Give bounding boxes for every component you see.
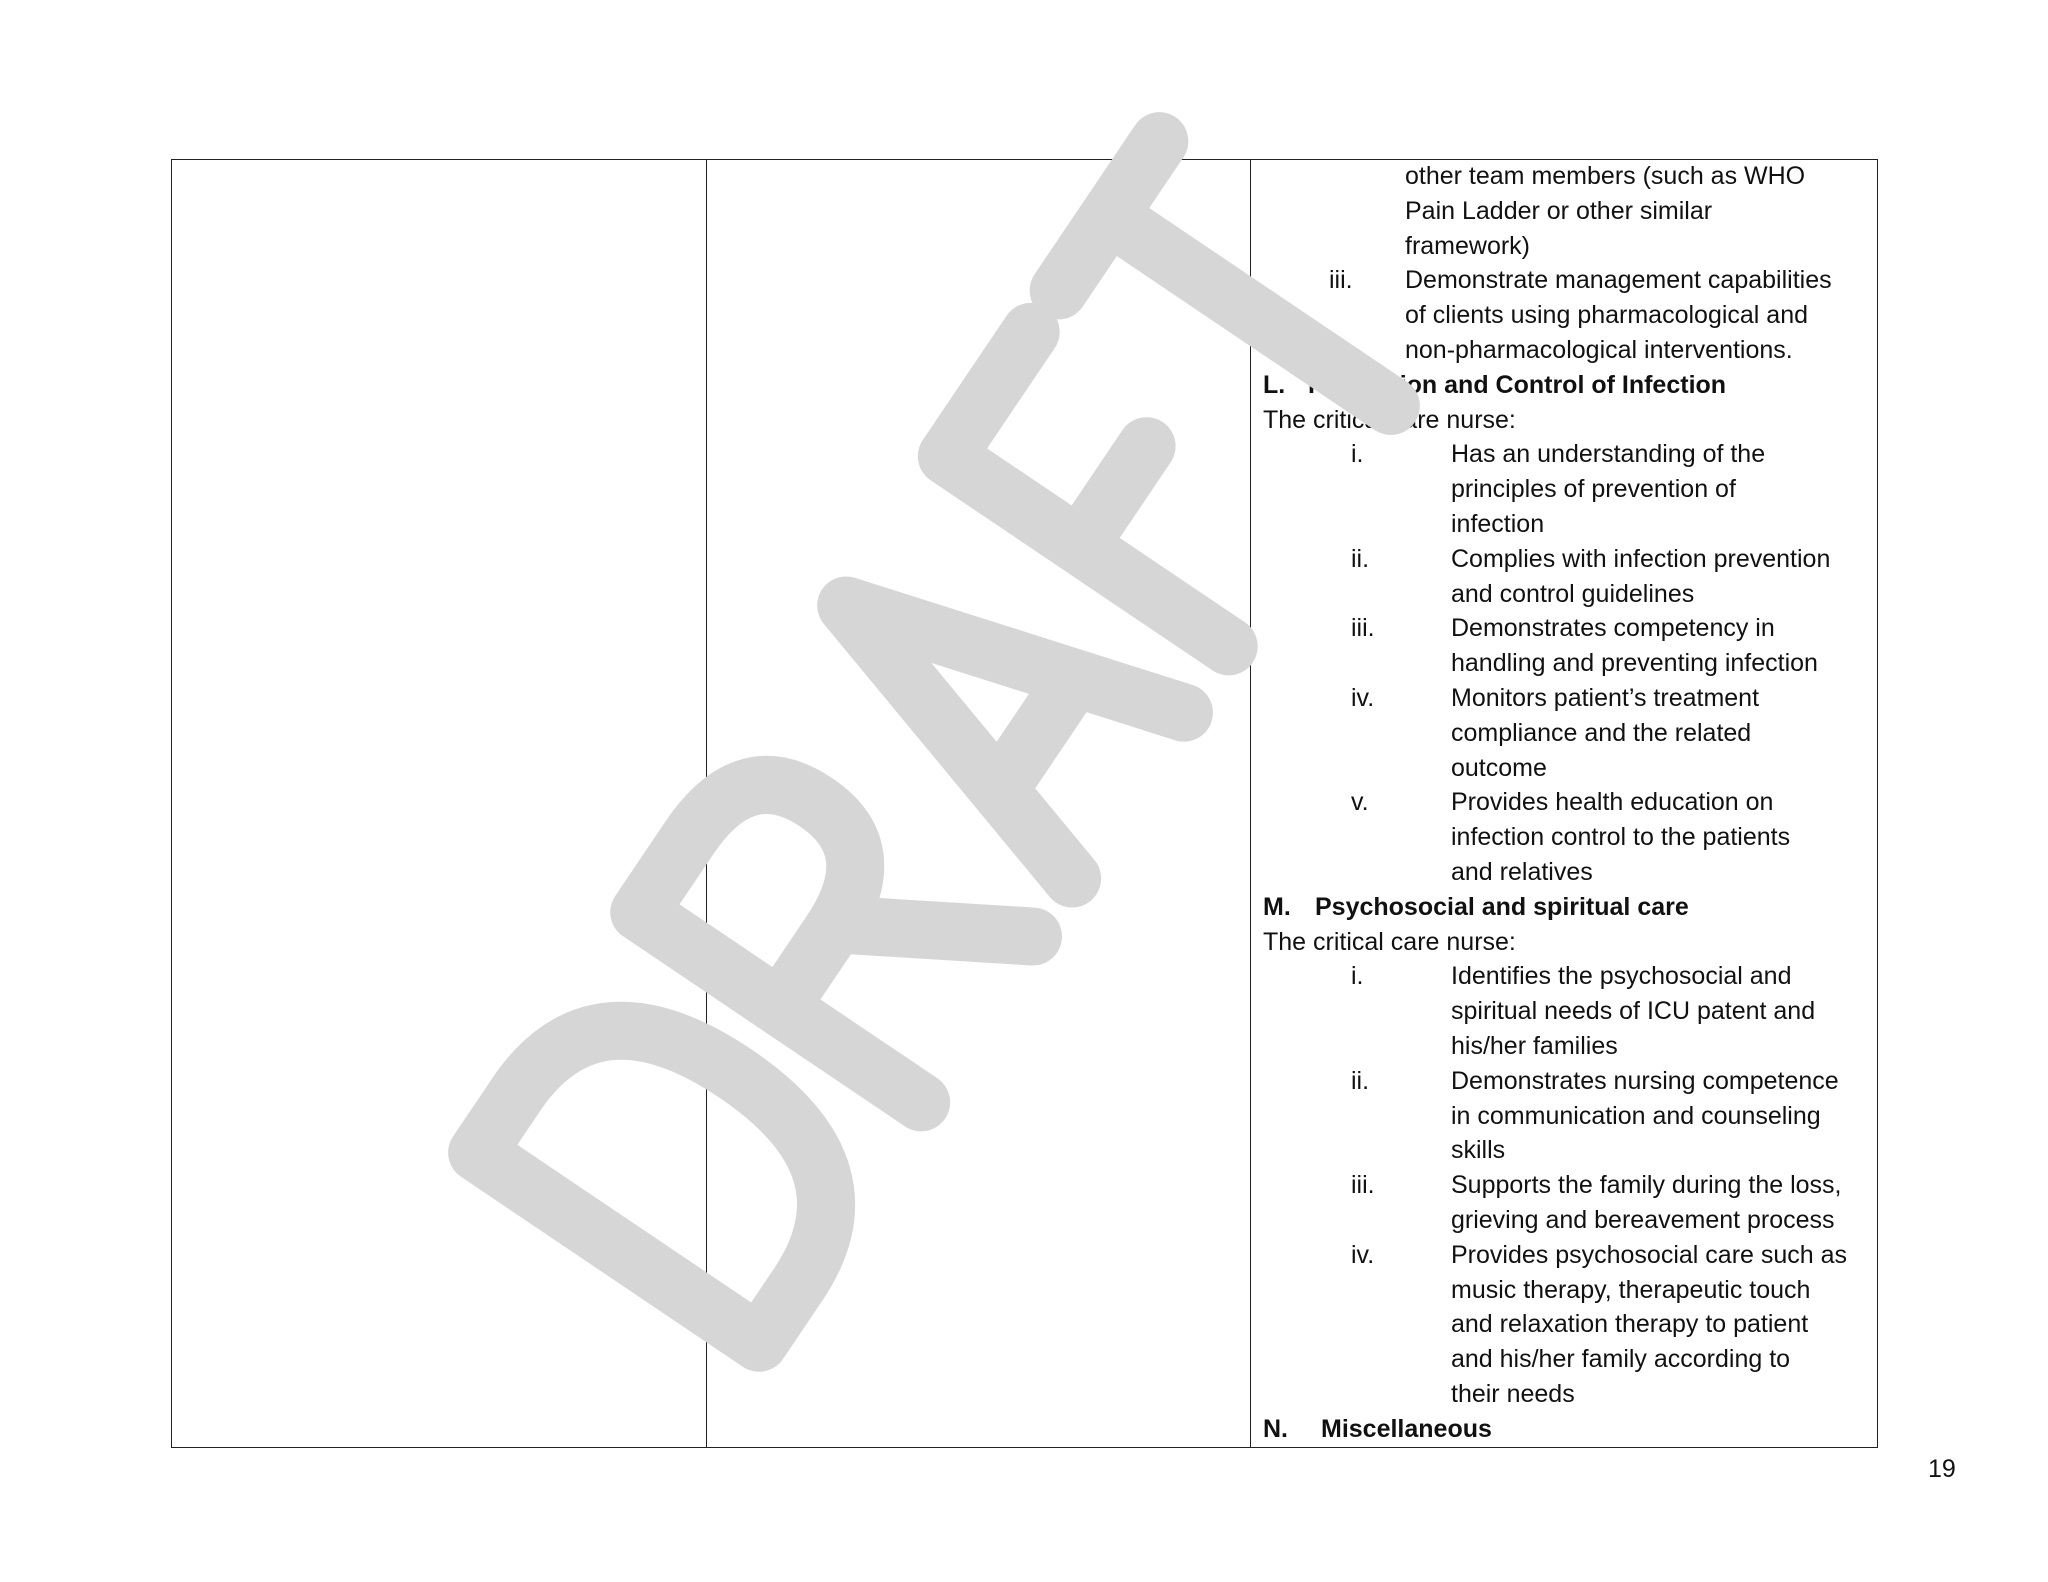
list-item (1263, 263, 1875, 367)
section-intro: The critical care nurse: (1263, 405, 1516, 434)
item-number: i. (1351, 440, 1364, 469)
item-text-line: framework) (1405, 231, 1531, 260)
item-text-line: and his/her family according to (1451, 1345, 1791, 1374)
list-item (1263, 681, 1875, 785)
item-number: i. (1351, 962, 1364, 991)
section-M (1263, 890, 1875, 1412)
section-letter: M. (1263, 892, 1291, 921)
table-column-3 (1263, 159, 1875, 1446)
section-heading: Psychosocial and spiritual care (1315, 892, 1689, 921)
item-text-line: compliance and the related (1451, 718, 1752, 747)
item-text-line: Has an understanding of the (1451, 440, 1766, 469)
section-intro: The critical care nurse: (1263, 927, 1516, 956)
list-item (1263, 611, 1875, 681)
item-text-line: other team members (such as WHO (1405, 162, 1806, 190)
item-number: ii. (1351, 1066, 1370, 1095)
column-divider-2 (1250, 160, 1251, 1447)
section-heading: Miscellaneous (1321, 1414, 1492, 1443)
item-text-line: Pain Ladder or other similar (1405, 196, 1713, 225)
item-text-line: outcome (1451, 753, 1547, 782)
item-text-line: Complies with infection prevention (1451, 544, 1831, 573)
item-text-line: of clients using pharmacological and (1405, 301, 1809, 330)
continued-item (1263, 159, 1875, 263)
section-heading: Prevention and Control of Infection (1308, 370, 1727, 399)
item-text-line: music therapy, therapeutic touch (1451, 1275, 1811, 1304)
item-text-line: and control guidelines (1451, 579, 1695, 608)
list-item (1263, 1064, 1875, 1168)
item-number: iv. (1351, 1240, 1375, 1269)
list-item (1263, 542, 1875, 612)
item-text-line: Demonstrates nursing competence (1451, 1066, 1839, 1095)
list-item (1263, 1238, 1875, 1412)
item-number: v. (1351, 788, 1369, 817)
section-letter: N. (1263, 1414, 1288, 1443)
item-text-line: skills (1451, 1136, 1506, 1165)
item-text-line: infection (1451, 509, 1545, 538)
list-item (1263, 437, 1875, 541)
item-number: iii. (1351, 614, 1375, 643)
section-L (1263, 368, 1875, 890)
list-item (1263, 785, 1875, 889)
item-text-line: principles of prevention of (1451, 475, 1736, 504)
item-text-line: Provides health education on (1451, 788, 1774, 817)
item-text-line: Monitors patient’s treatment (1451, 683, 1760, 712)
item-text-line: infection control to the patients (1451, 823, 1791, 852)
item-number: iv. (1351, 683, 1375, 712)
section-letter: L. (1263, 370, 1286, 399)
column-divider-1 (706, 160, 707, 1447)
item-number: ii. (1351, 544, 1370, 573)
list-item (1263, 1168, 1875, 1238)
list-item (1263, 959, 1875, 1063)
section-N (1263, 1412, 1875, 1447)
item-text-line: handling and preventing infection (1451, 649, 1818, 678)
item-text-line: non-pharmacological interventions. (1405, 335, 1793, 364)
item-text-line: and relatives (1451, 857, 1593, 886)
item-text-line: their needs (1451, 1379, 1575, 1408)
item-text-line: Identifies the psychosocial and (1451, 962, 1792, 991)
item-number: iii. (1351, 1171, 1375, 1200)
item-text-line: Supports the family during the loss, (1451, 1171, 1842, 1200)
item-text-line: in communication and counseling (1451, 1101, 1821, 1130)
item-text-line: Demonstrates competency in (1451, 614, 1775, 643)
item-text-line: Provides psychosocial care such as (1451, 1240, 1848, 1269)
item-text-line: and relaxation therapy to patient (1451, 1310, 1809, 1339)
page-number: 19 (1928, 1455, 1956, 1483)
item-text-line: Demonstrate management capabilities (1405, 266, 1832, 295)
item-number: iii. (1329, 266, 1353, 295)
item-text-line: his/her families (1451, 1031, 1618, 1060)
item-text-line: spiritual needs of ICU patent and (1451, 997, 1816, 1026)
item-text-line: grieving and bereavement process (1451, 1205, 1835, 1234)
